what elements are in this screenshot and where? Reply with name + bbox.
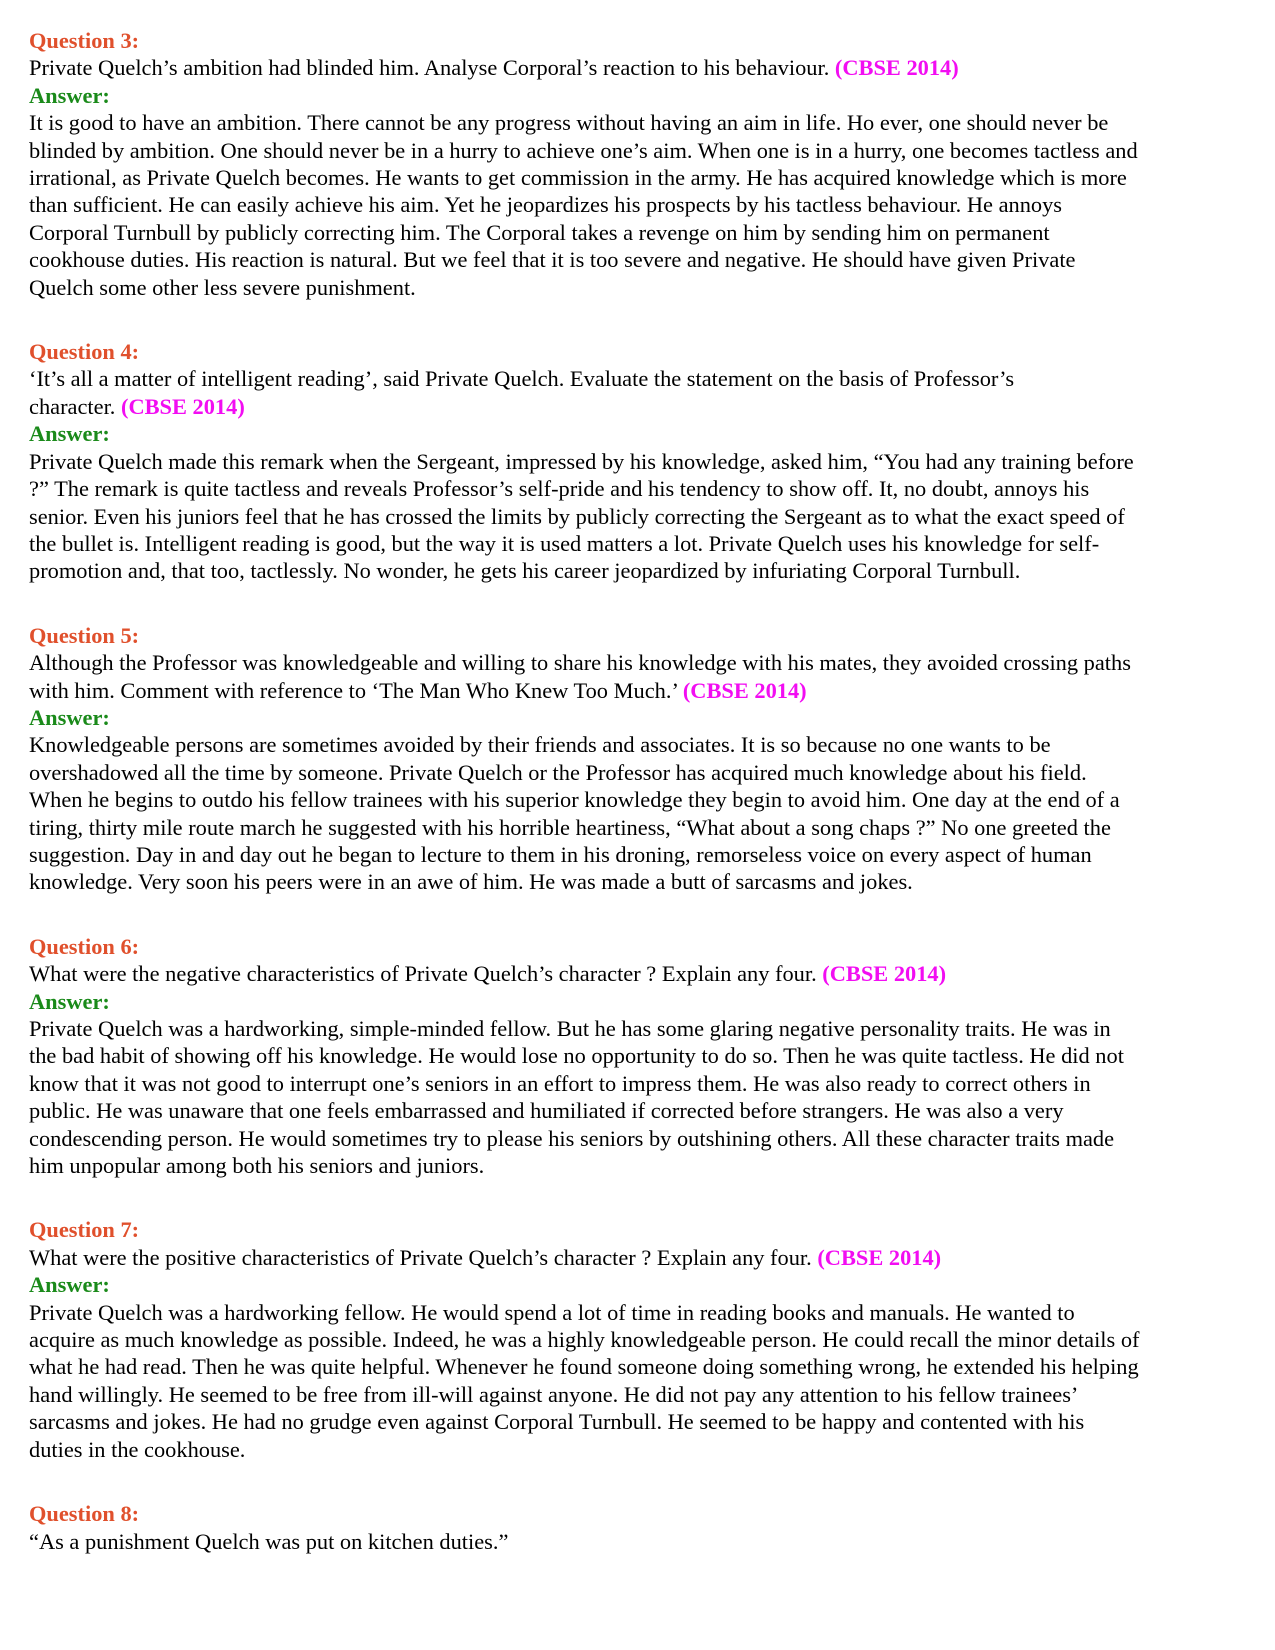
answer-heading: Answer: [29,421,110,447]
question-text: with him. Comment with reference to ‘The Man Who Knew Too Much.’ [29,677,678,703]
question-heading: Question 7: [29,1217,140,1243]
question-section [29,338,1249,585]
question-text-line [29,677,1249,704]
question-text-line [29,1244,1249,1271]
exam-tag: (CBSE 2014) [834,55,959,81]
answer-text-line: the bad habit of showing off his knowledge. He would lose no opportunity to do so. Then he was quite tactless. He did not [29,1043,1124,1069]
answer-text-line: what he had read. Then he was quite helpful. Whenever he found someone doing something wrong, he extended his helping [29,1354,1139,1380]
question-text-line [29,649,1249,676]
exam-tag: (CBSE 2014) [817,1244,942,1270]
answer-text-line: Quelch some other less severe punishment. [29,274,416,300]
question-text: Although the Professor was knowledgeable and willing to share his knowledge with his mates, they avoided crossing paths [29,650,1131,676]
question-heading: Question 8: [29,1501,140,1527]
answer-heading: Answer: [29,1272,110,1298]
answer-text-line: ?” The remark is quite tactless and reveals Professor’s self-pride and his tendency to show off. It, no doubt, annoys his [29,476,1090,502]
answer-text-line: him unpopular among both his seniors and juniors. [29,1153,485,1179]
answer-text-line: Corporal Turnbull by publicly correcting him. The Corporal takes a revenge on him by sending him on permanent [29,219,1050,245]
answer-text-line: irrational, as Private Quelch becomes. He wants to get commission in the army. He has acquired knowledge which is more [29,165,1127,191]
question-text: What were the positive characteristics of Private Quelch’s character ? Explain any four. [29,1244,812,1270]
answer-text-line: know that it was not good to interrupt one’s seniors in an effort to impress them. He was also ready to correct others in [29,1070,1091,1096]
question-text-line [29,960,1249,987]
answer-text-line: blinded by ambition. One should never be in a hurry to achieve one’s aim. When one is in a hurry, one becomes tactless and [29,137,1138,163]
question-section [29,27,1249,301]
question-section [29,622,1249,896]
answer-text-line: acquire as much knowledge as possible. Indeed, he was a highly knowledgeable person. He could recall the minor details of [29,1327,1140,1353]
answer-heading: Answer: [29,704,110,730]
answer-heading: Answer: [29,82,110,108]
answer-text-line: cookhouse duties. His reaction is natural. But we feel that it is too severe and negative. He should have given Private [29,247,1076,273]
answer-text-line: senior. Even his juniors feel that he has crossed the limits by publicly correcting the Sergeant as to what the exact speed of [29,503,1125,529]
question-text: What were the negative characteristics of Private Quelch’s character ? Explain any four. [29,961,817,987]
question-text-line [29,54,1249,81]
answer-text-line: When he begins to outdo his fellow trainees with his superior knowledge they begin to avoid him. One day at the end of a [29,787,1120,813]
question-section [29,933,1249,1180]
document [29,27,1249,1592]
exam-tag: (CBSE 2014) [682,677,807,703]
question-text: “As a punishment Quelch was put on kitchen duties.” [29,1528,509,1554]
question-section [29,1500,1249,1555]
answer-text-line: hand willingly. He seemed to be free from ill-will against anyone. He did not pay any attention to his fellow trainees’ [29,1381,1079,1407]
answer-text-line: sarcasms and jokes. He had no grudge even against Corporal Turnbull. He seemed to be happy and contented with his [29,1409,1085,1435]
answer-text-line: the bullet is. Intelligent reading is good, but the way it is used matters a lot. Private Quelch uses his knowledge for self- [29,530,1100,556]
answer-text-line: duties in the cookhouse. [29,1436,246,1462]
question-text: Private Quelch’s ambition had blinded him. Analyse Corporal’s reaction to his behaviour. [29,55,830,81]
question-text: ‘It’s all a matter of intelligent reading’, said Private Quelch. Evaluate the statement on the basis of Professor’s [29,366,1015,392]
answer-text-line: knowledge. Very soon his peers were in an awe of him. He was made a butt of sarcasms and jokes. [29,869,913,895]
question-text: character. [29,393,116,419]
answer-text-line: than sufficient. He can easily achieve his aim. Yet he jeopardizes his prospects by his tactless behaviour. He annoys [29,192,1063,218]
answer-text-line: public. He was unaware that one feels embarrassed and humiliated if corrected before strangers. He was also a very [29,1098,1064,1124]
answer-text-line: Knowledgeable persons are sometimes avoided by their friends and associates. It is so because no one wants to be [29,732,1051,758]
answer-text-line: condescending person. He would sometimes try to please his seniors by outshining others. All these character traits made [29,1125,1115,1151]
question-heading: Question 3: [29,28,140,53]
answer-text-line: suggestion. Day in and day out he began to lecture to them in his droning, remorseless voice on every aspect of human [29,841,1092,867]
answer-text-line: promotion and, that too, tactlessly. No wonder, he gets his career jeopardized by infuriating Corporal Turnbull. [29,558,1021,584]
question-text-line [29,365,1249,392]
question-heading: Question 5: [29,622,140,648]
answer-heading: Answer: [29,988,110,1014]
exam-tag: (CBSE 2014) [822,961,947,987]
question-heading: Question 4: [29,339,140,365]
question-heading: Question 6: [29,933,140,959]
answer-text-line: Private Quelch was a hardworking, simple-minded fellow. But he has some glaring negative personality traits. He was in [29,1016,1111,1041]
question-text-line [29,1528,1249,1555]
answer-text-line: overshadowed all the time by someone. Private Quelch or the Professor has acquired much knowledge about his field. [29,759,1087,785]
question-section [29,1216,1249,1463]
answer-text-line: tiring, thirty mile route march he suggested with his horrible heartiness, “What about a song chaps ?” No one greeted the [29,814,1111,840]
question-text-line [29,393,1249,420]
answer-text-line: Private Quelch was a hardworking fellow. He would spend a lot of time in reading books and manuals. He wanted to [29,1299,1075,1325]
exam-tag: (CBSE 2014) [121,393,245,419]
answer-text-line: It is good to have an ambition. There cannot be any progress without having an aim in life. Ho ever, one should never be [29,110,1109,136]
answer-text-line: Private Quelch made this remark when the Sergeant, impressed by his knowledge, asked him, “You had any training before [29,448,1134,474]
